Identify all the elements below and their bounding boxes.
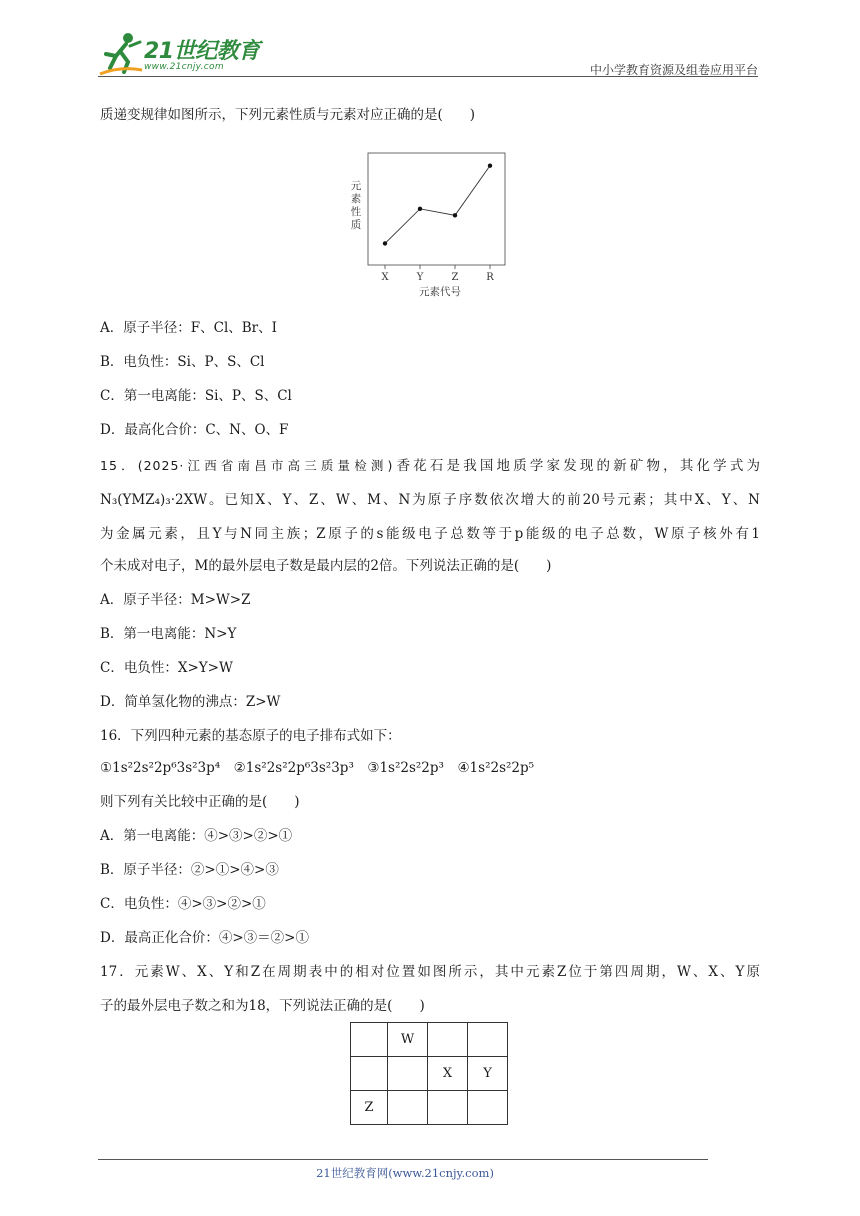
q14-option-b: B．电负性：Si、P、S、Cl xyxy=(100,354,265,370)
q16-stem: 16．下列四种元素的基态原子的电子排布式如下： xyxy=(100,728,401,744)
x-tick-label: R xyxy=(486,272,494,283)
table-cell xyxy=(428,1023,468,1057)
table-cell: Y xyxy=(468,1057,508,1091)
q15-option-a: A．原子半径：M>W>Z xyxy=(100,592,251,608)
table-cell xyxy=(468,1023,508,1057)
q15-line2: N₃(YMZ₄)₃·2XW。已知X、Y、Z、W、M、N为原子序数依次增大的前20号元素；其中X、Y、N xyxy=(100,492,760,508)
q15-option-c: C．电负性：X>Y>W xyxy=(100,660,233,676)
q15-line4: 个未成对电子，M的最外层电子数是最内层的2倍。下列说法正确的是( ) xyxy=(100,558,552,574)
x-tick-label: Y xyxy=(416,272,424,283)
q16-configs: ①1s²2s²2p⁶3s²3p⁴ ②1s²2s²2p⁶3s²3p³ ③1s²2s²2p³ ④1s²2s²2p⁵ xyxy=(100,760,535,776)
logo-url: www.21cnjy.com xyxy=(144,62,224,72)
table-cell xyxy=(388,1057,428,1091)
q14-option-c: C．第一电离能：Si、P、S、Cl xyxy=(100,388,292,404)
page-header xyxy=(98,30,758,78)
q15-option-d: D．简单氢化物的沸点：Z>W xyxy=(100,694,281,710)
table-cell: W xyxy=(388,1023,428,1057)
x-axis-label: 元素代号 xyxy=(419,286,461,298)
table-row xyxy=(351,1091,508,1125)
q17-line1: 17．元素W、X、Y和Z在周期表中的相对位置如图所示，其中元素Z位于第四周期，W、X、Y原 xyxy=(100,964,760,980)
table-cell: Z xyxy=(351,1091,388,1125)
q16-option-b: B．原子半径：②>①>④>③ xyxy=(100,862,279,878)
table-cell xyxy=(388,1091,428,1125)
x-tick-label: Z xyxy=(451,272,459,283)
data-point-r xyxy=(488,163,492,167)
q16-option-a: A．第一电离能：④>③>②>① xyxy=(100,828,293,844)
y-axis-label: 元素性质 xyxy=(350,180,362,231)
plot-frame xyxy=(368,153,505,265)
header-divider xyxy=(98,76,758,77)
q16-option-d: D．最高正化合价：④>③＝②>① xyxy=(100,930,309,946)
periodic-position-table xyxy=(350,1022,508,1125)
data-point-x xyxy=(383,241,387,245)
x-tick-label: X xyxy=(381,272,389,283)
table-cell xyxy=(468,1091,508,1125)
table-cell xyxy=(428,1091,468,1125)
table-cell: X xyxy=(428,1057,468,1091)
logo-text: 21世纪教育 xyxy=(144,39,260,64)
footer-text: 21世纪教育网(www.21cnjy.com) xyxy=(316,1166,494,1180)
data-point-y xyxy=(418,207,422,211)
q15-option-b: B．第一电离能：N>Y xyxy=(100,626,237,642)
q16-question: 则下列有关比较中正确的是( ) xyxy=(100,794,300,810)
q16-option-c: C．电负性：④>③>②>① xyxy=(100,896,266,912)
q15-line1-text: 香花石是我国地质学家发现的新矿物，其化学式为 xyxy=(393,458,761,474)
q15-line3: 为金属元素，且Y与N同主族；Z原子的s能级电子总数等于p能级的电子总数，W原子核外有1 xyxy=(100,526,760,542)
runner-icon xyxy=(98,30,144,76)
footer-divider xyxy=(98,1159,708,1160)
site-logo xyxy=(98,30,268,78)
data-point-z xyxy=(453,213,457,217)
q17-line2: 子的最外层电子数之和为18，下列说法正确的是( ) xyxy=(100,998,425,1014)
q15-source: 15．(2025·江西省南昌市高三质量检测) xyxy=(100,458,394,473)
table-cell xyxy=(351,1023,388,1057)
table-cell xyxy=(351,1057,388,1091)
q14-option-d: D．最高化合价：C、N、O、F xyxy=(100,422,289,438)
series-line xyxy=(385,166,490,244)
q14-option-a: A．原子半径：F、Cl、Br、I xyxy=(100,320,277,336)
platform-name: 中小学教育资源及组卷应用平台 xyxy=(589,63,758,77)
q14-stem: 质递变规律如图所示，下列元素性质与元素对应正确的是( ) xyxy=(100,107,476,123)
table-row xyxy=(351,1023,508,1057)
q15-line1 xyxy=(100,456,760,476)
table-row xyxy=(351,1057,508,1091)
property-line-chart xyxy=(340,145,520,305)
